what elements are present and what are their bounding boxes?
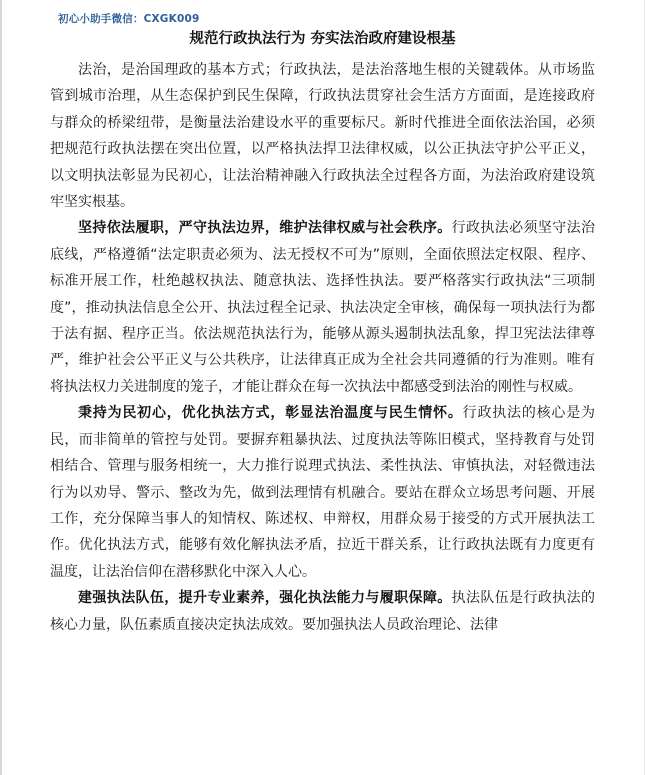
paragraph-text: 行政执法的核心是为民，而非简单的管控与处罚。要摒弃粗暴执法、过度执法等陈旧模式，坚持教育与处罚相结合、管理与服务相统一，大力推行说理式执法、柔性执法、审慎执法，对轻微违法行为以劝导、警示、整改为先，做到法理情有机融合。要站在群众立场思考问题、开展工作，充分保障当事人的知情权、陈述权、申辩权，用群众易于接受的方式开展执法工作。优化执法方式，能够有效化解执法矛盾，拉近干群关系，让行政执法既有力度更有温度，让法治信仰在潜移默化中深入人心。 (50, 405, 596, 580)
paragraph-lawful-duty (50, 215, 595, 400)
paragraph-text: 行政执法必须坚守法治底线，严格遵循“法定职责必须为、法无授权不可为”原则，全面依照法定权限、程序、标准开展工作，杜绝越权执法、随意执法、选择性执法。要严格落实行政执法“三项制度”，推动执法信息全公开、执法过程全记录、执法决定全审核，确保每一项执法行为都于法有据、程序正当。依法规范执法行为，能够从源头遏制执法乱象，捍卫宪法法律尊严，维护社会公平正义与公共秩序，让法律真正成为全社会共同遵循的行为准则。唯有将执法权力关进制度的笼子，才能让群众在每一次执法中都感受到法治的刚性与权威。 (50, 220, 595, 395)
paragraph-text: 法治，是治国理政的基本方式；行政执法，是法治落地生根的关键载体。从市场监管到城市治理，从生态保护到民生保障，行政执法贯穿社会生活方方面面，是连接政府与群众的桥梁纽带，是衡量法治建设水平的重要标尺。新时代推进全面依法治国，必须把规范行政执法摆在突出位置，以严格执法捍卫法律权威，以公正执法守护公平正义，以文明执法彰显为民初心，让法治精神融入行政执法全过程各方面，为法治政府建设筑牢坚实根基。 (50, 62, 595, 211)
document-title: 规范行政执法行为 夯实法治政府建设根基 (189, 31, 456, 47)
watermark-text: 初心小助手微信：CXGK009 (58, 13, 200, 25)
paragraph-intro (50, 57, 595, 215)
paragraph-team-building (50, 585, 595, 638)
paragraph-people-first (50, 400, 595, 585)
page-left-border (0, 0, 2, 775)
paragraph-lead: 坚持依法履职，严守执法边界，维护法律权威与社会秩序。 (78, 220, 452, 237)
paragraph-text: 执法队伍是行政执法的核心力量，队伍素质直接决定执法成效。要加强执法人员政治理论、法律 (50, 590, 595, 633)
paragraph-lead: 秉持为民初心，优化执法方式，彰显法治温度与民生情怀。 (78, 405, 463, 422)
paragraph-lead: 建强执法队伍，提升专业素养，强化执法能力与履职保障。 (78, 590, 452, 607)
document-body (50, 57, 595, 638)
